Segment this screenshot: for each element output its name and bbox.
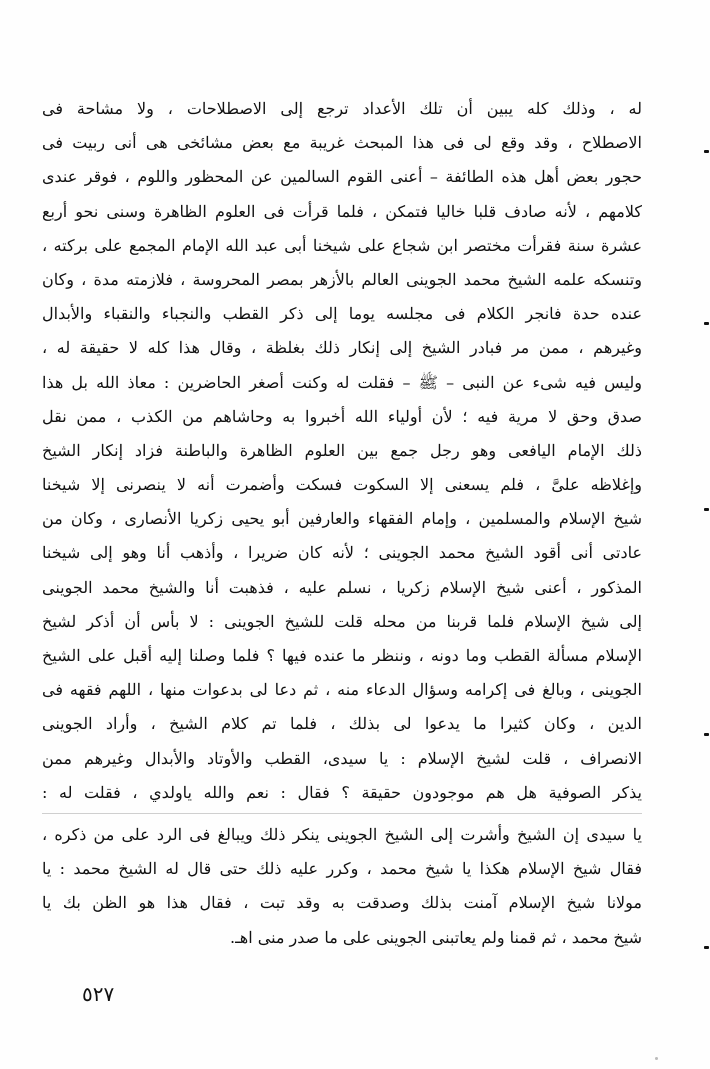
text-line: ذلك الإمام اليافعى وهو رجل جمع بين العلوم الظاهرة والباطنة فزاد إنكار الشيخ xyxy=(42,440,642,460)
closing-paragraph xyxy=(42,818,642,955)
text-line: عنده حدة فانجر الكلام فى مجلسه يوما إلى ذكر القطب والنجباء والنقباء والأبدال xyxy=(42,304,642,324)
text-line: الاصطلاح ، وقد وقع لى فى هذا المبحث غريبة مع بعض مشائخى هى أنى ربيت فى xyxy=(42,133,642,153)
margin-mark xyxy=(704,946,709,949)
main-paragraph xyxy=(42,92,642,810)
text-line: المذكور ، أعنى شيخ الإسلام زكريا ، نسلم عليه ، فذهبت أنا والشيخ محمد الجوينى xyxy=(42,577,642,597)
text-line: كلامهم ، لأنه صادف قلبا خاليا فتمكن ، فلما قرأت فى العلوم الظاهرة وسنى نحو أربع xyxy=(42,201,642,221)
text-line: مولانا شيخ الإسلام آمنت بذلك وصدقت به وقد تبت ، فقال هذا هو الظن بك يا xyxy=(42,893,642,913)
margin-mark xyxy=(704,733,709,736)
text-line: فقال شيخ الإسلام هكذا يا شيخ محمد ، وكرر عليه ذلك حتى قال له الشيخ محمد : يا xyxy=(42,859,642,879)
text-line: الإسلام مسألة القطب وما دونه ، وننظر ما عنده فيها ؟ فلما وصلنا إليه أقبل على الشيخ xyxy=(42,646,642,665)
margin-mark xyxy=(704,322,709,325)
text-line: الجوينى ، وبالغ فى إكرامه وسؤال الدعاء منه ، ثم دعا لى بدعوات منها ، اللهم فقهه فى xyxy=(42,680,642,700)
text-line: عادتى أنى أقود الشيخ محمد الجوينى ؛ لأنه كان ضريرا ، وأذهب أنا وهو إلى شيخنا xyxy=(42,543,642,563)
scan-speck xyxy=(655,1057,658,1060)
text-line: عشرة سنة فقرأت مختصر ابن شجاع على شيخنا أبى عبد الله الإمام المجمع على بركته ، xyxy=(42,235,642,255)
text-line: صدق وحق لا مرية فيه ؛ لأن أولياء الله أخبروا به وحاشاهم من الكذب ، ممن نقل xyxy=(42,406,642,426)
text-line: وإغلاظه علىَّ ، فلم يسعنى إلا السكوت فسكت وأضمرت أنه لا ينصرنى إلا شيخنا xyxy=(42,475,642,495)
text-line-last: شيخ محمد ، ثم قمنا ولم يعاتبنى الجوينى على ما صدر منى اهـ. xyxy=(229,927,642,947)
margin-mark xyxy=(704,508,709,511)
text-line: وتنسكه علمه الشيخ محمد الجوينى العالم بالأزهر بمصر المحروسة ، فلازمته مدة ، وكان xyxy=(42,269,642,289)
text-line: إلى شيخ الإسلام فلما قربنا من محله قلت للشيخ الجوينى : لا بأس أن أذكر لشيخ xyxy=(42,611,642,631)
text-line: وليس فيه شىء عن النبى – ﷺ – فقلت له وكنت أصغر الحاضرين : معاذ الله بل هذا xyxy=(42,372,642,392)
margin-mark xyxy=(704,150,709,153)
text-line: الانصراف ، قلت لشيخ الإسلام : يا سيدى، القطب والأوتاد والأبدال وغيرهم ممن xyxy=(42,748,642,768)
text-line: الدين ، وكان كثيرا ما يدعوا لى بذلك ، فلما تم كلام الشيخ ، وأراد الجوينى xyxy=(42,714,642,734)
text-line: حجور بعض أهل هذه الطائفة – أعنى القوم السالمين عن المحظور واللوم ، فوقر عندى xyxy=(42,167,642,187)
text-line: يذكر الصوفية هل هم موجودون حقيقة ؟ فقال : نعم والله ياولدي ، فقلت له : xyxy=(42,782,642,802)
page-number: ٥٢٧ xyxy=(82,982,115,1006)
text-line: له ، وذلك كله يبين أن تلك الأعداد ترجع إلى الاصطلاحات ، ولا مشاحة فى xyxy=(42,99,642,118)
paragraph-divider xyxy=(42,813,642,814)
text-line: شيخ الإسلام والمسلمين ، وإمام الفقهاء والعارفين أبو يحيى زكريا الأنصارى ، وكان من xyxy=(42,509,642,529)
text-line: يا سيدى إن الشيخ وأشرت إلى الشيخ الجوينى ينكر ذلك ويبالغ فى الرد على من ذكره ، xyxy=(42,825,642,844)
text-line: وغيرهم ، ممن مر فبادر الشيخ إلى إنكار ذلك بغلظة ، وقال هذا كله لا حقيقة له ، xyxy=(42,338,642,358)
